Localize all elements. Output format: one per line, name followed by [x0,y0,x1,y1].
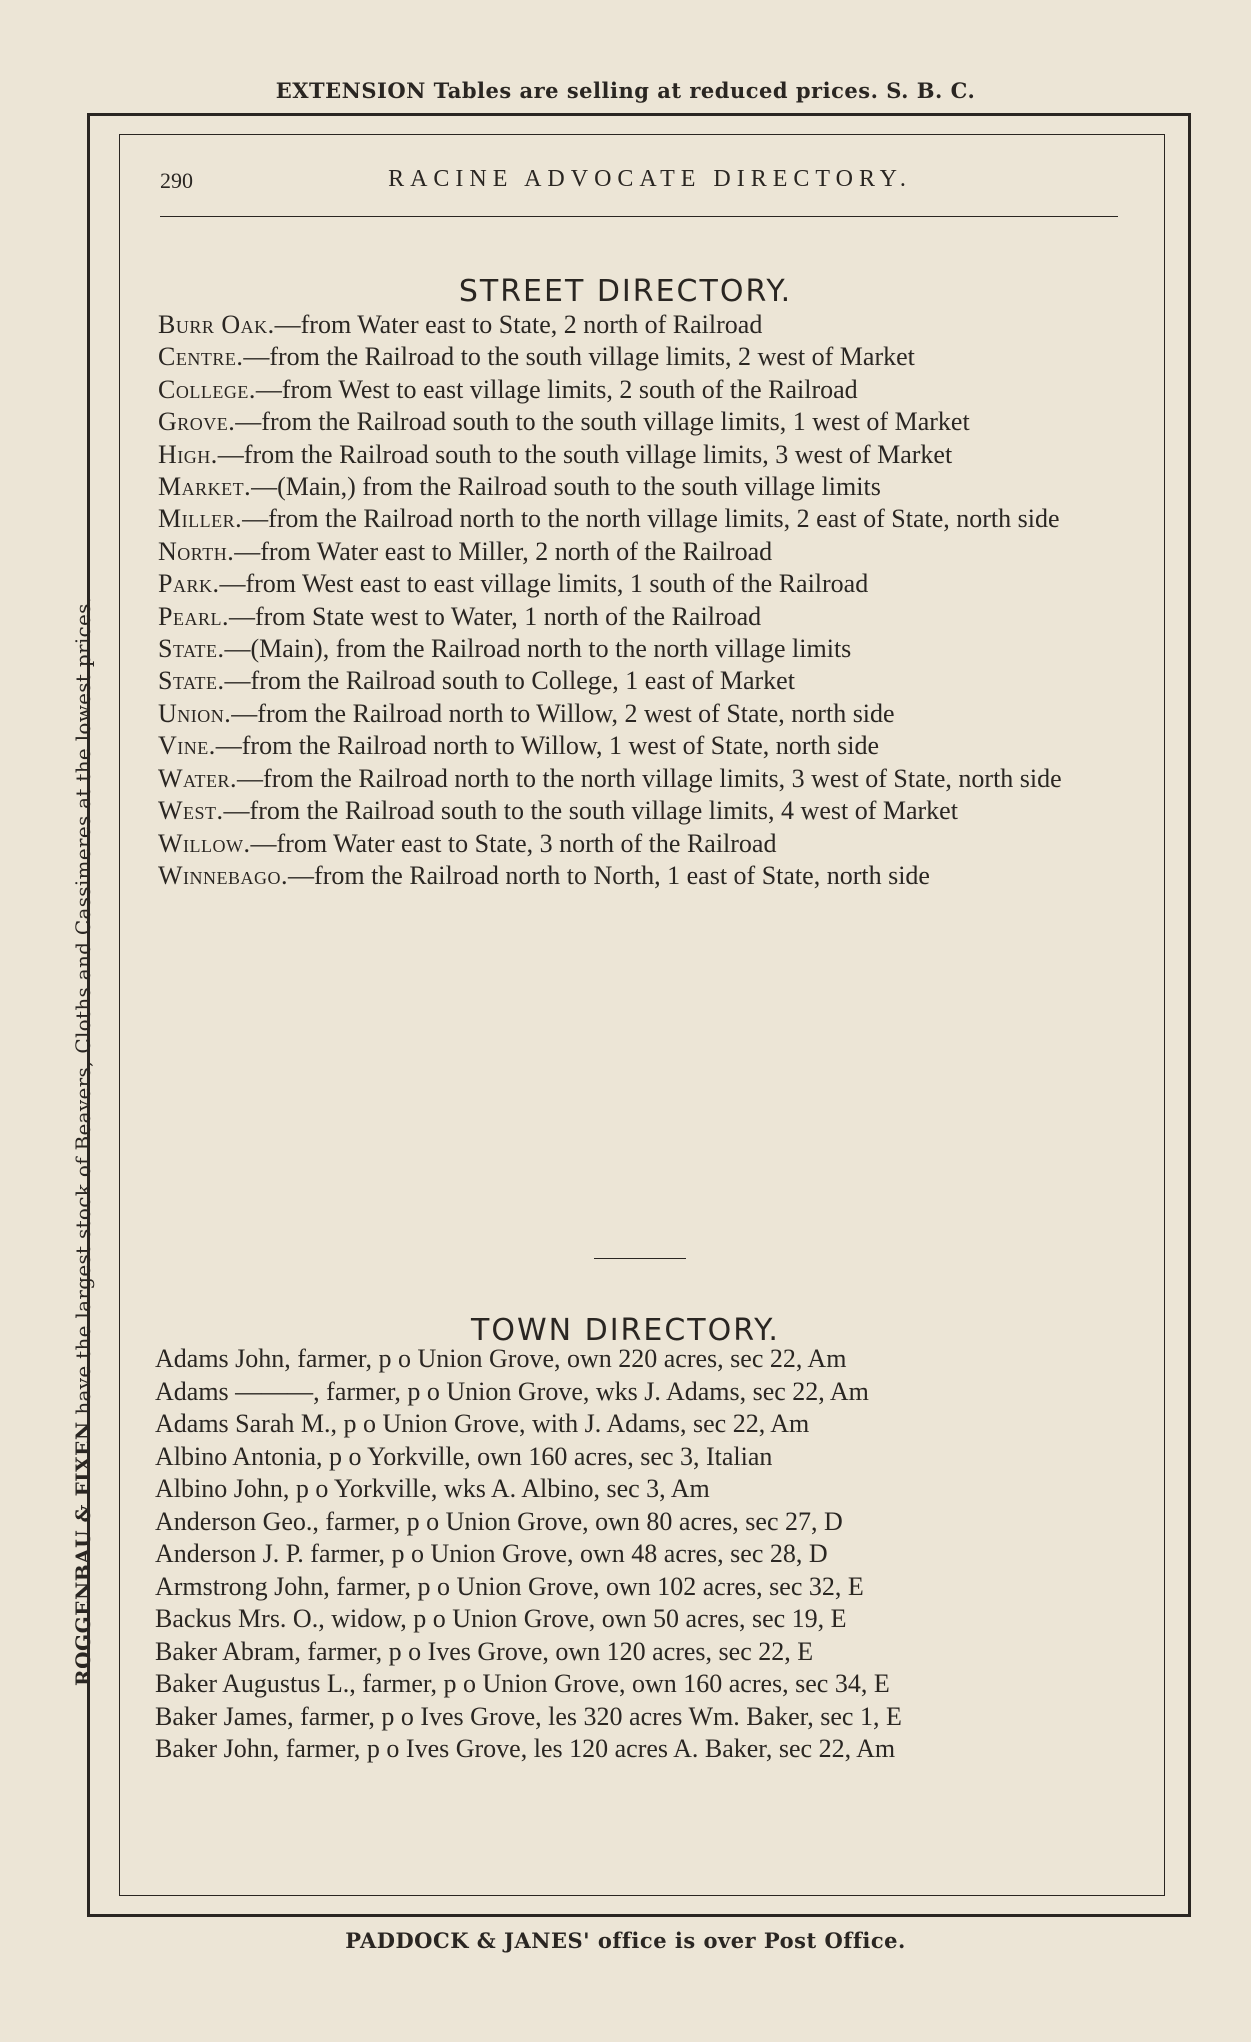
street-name: Union. [158,698,232,728]
street-entry [158,471,1120,503]
street-name: Burr Oak. [158,310,275,339]
street-name: Miller. [158,504,243,534]
town-entry: Anderson J. P. farmer, p o Union Grove, own 48 acres, sec 28, D [155,1539,828,1568]
street-name: Grove. [158,407,236,437]
street-name: West. [158,796,224,826]
street-name: Winnebago. [158,860,289,890]
street-name: High. [158,439,218,469]
side-advertisement-text: have the largest stock of Beavers, Cloths and Cassimeres at the lowest prices. [71,596,95,1422]
street-entry [158,374,1120,406]
street-description: —from the Railroad north to Willow, 1 west of State, north side [215,731,880,761]
street-description: —(Main,) from the Railroad south to the south village limits [251,472,881,502]
street-entry [158,730,1120,762]
header-rule [160,216,1118,217]
street-description: —(Main), from the Railroad north to the north village limits [224,634,852,664]
street-entry [158,795,1120,827]
street-description: —from the Railroad south to the south village limits, 3 west of Market [217,439,953,469]
street-name: Market. [158,472,252,502]
street-name: College. [158,374,256,404]
town-directory-list [155,1343,1122,1766]
street-description: —from the Railroad north to North, 1 east of State, north side [288,860,930,890]
town-entry: Baker James, farmer, p o Ives Grove, les 320 acres Wm. Baker, sec 1, E [155,1701,902,1731]
town-entry: Backus Mrs. O., widow, p o Union Grove, own 50 acres, sec 19, E [155,1604,847,1633]
town-entry: Armstrong John, farmer, p o Union Grove, own 102 acres, sec 32, E [155,1571,864,1601]
street-name: Centre. [158,342,244,372]
street-entry [158,665,1120,697]
street-description: —from the Railroad south to the south village limits, 4 west of Market [223,796,958,826]
bottom-advertisement: PADDOCK & JANES' office is over Post Office. [345,1928,906,1953]
street-entry [158,503,1120,535]
town-directory-title: TOWN DIRECTORY. [471,1312,780,1348]
town-entry: Albino John, p o Yorkville, wks A. Albino, sec 3, Am [155,1474,710,1503]
street-description: —from the Railroad to the south village limits, 2 west of Market [243,342,915,372]
street-description: —from the Railroad north to the north village limits, 2 east of State, north side [242,504,1060,534]
street-description: —from Water east to Miller, 2 north of the Railroad [234,536,773,566]
street-entry [158,568,1120,600]
street-entry [158,860,1120,892]
street-description: —from Water east to State, 3 north of the Railroad [250,828,777,858]
street-name: Water. [158,763,238,793]
street-name: North. [158,536,235,566]
street-entry [158,763,1120,795]
street-description: —from the Railroad south to College, 1 east of Market [224,666,795,696]
street-description: —from the Railroad north to the north village limits, 3 west of State, north side [237,763,1062,793]
town-entry: Anderson Geo., farmer, p o Union Grove, own 80 acres, sec 27, D [155,1506,843,1536]
town-entry: Baker Abram, farmer, p o Ives Grove, own 120 acres, sec 22, E [155,1636,814,1666]
street-description: —from Water east to State, 2 north of Railroad [274,310,763,339]
street-entry [158,828,1120,860]
street-name: Park. [158,569,220,599]
section-divider [594,1258,686,1259]
town-entry: Albino Antonia, p o Yorkville, own 160 acres, sec 3, Italian [155,1441,773,1471]
street-entry [158,698,1120,730]
side-advertisement-brand: ROGGENBAU & FIXEN [71,1421,95,1686]
street-description: —from West to east village limits, 2 south of the Railroad [255,374,858,404]
street-name: State. [158,634,225,664]
street-description: —from State west to Water, 1 north of the Railroad [228,601,762,631]
town-entry: Baker John, farmer, p o Ives Grove, les 120 acres A. Baker, sec 22, Am [155,1734,896,1763]
street-entry [158,633,1120,665]
street-entry [158,406,1120,438]
street-description: —from the Railroad south to the south village limits, 1 west of Market [235,407,970,437]
street-entry [158,601,1120,633]
street-name: State. [158,666,225,696]
top-advertisement: EXTENSION Tables are selling at reduced prices. S. B. C. [275,78,976,103]
town-entry: Baker Augustus L., farmer, p o Union Grove, own 160 acres, sec 34, E [155,1669,890,1698]
street-entry [158,536,1120,568]
street-name: Pearl. [158,601,229,631]
town-entry: Adams John, farmer, p o Union Grove, own 220 acres, sec 22, Am [155,1344,847,1373]
street-description: —from the Railroad north to Willow, 2 west of State, north side [231,698,895,728]
street-name: Vine. [158,731,216,761]
town-entry: Adams Sarah M., p o Union Grove, with J. Adams, sec 22, Am [155,1409,810,1438]
street-entry [158,439,1120,471]
town-entry: Adams ———, farmer, p o Union Grove, wks J. Adams, sec 22, Am [155,1376,869,1406]
page-number: 290 [160,168,193,193]
street-directory-list [158,309,1120,892]
street-description: —from West east to east village limits, 1 south of the Railroad [219,569,869,599]
street-name: Willow. [158,828,251,858]
street-entry [158,341,1120,373]
running-title: RACINE ADVOCATE DIRECTORY. [388,166,912,192]
street-entry [158,309,1120,341]
street-directory-title: STREET DIRECTORY. [458,273,793,309]
running-head [160,168,1120,198]
